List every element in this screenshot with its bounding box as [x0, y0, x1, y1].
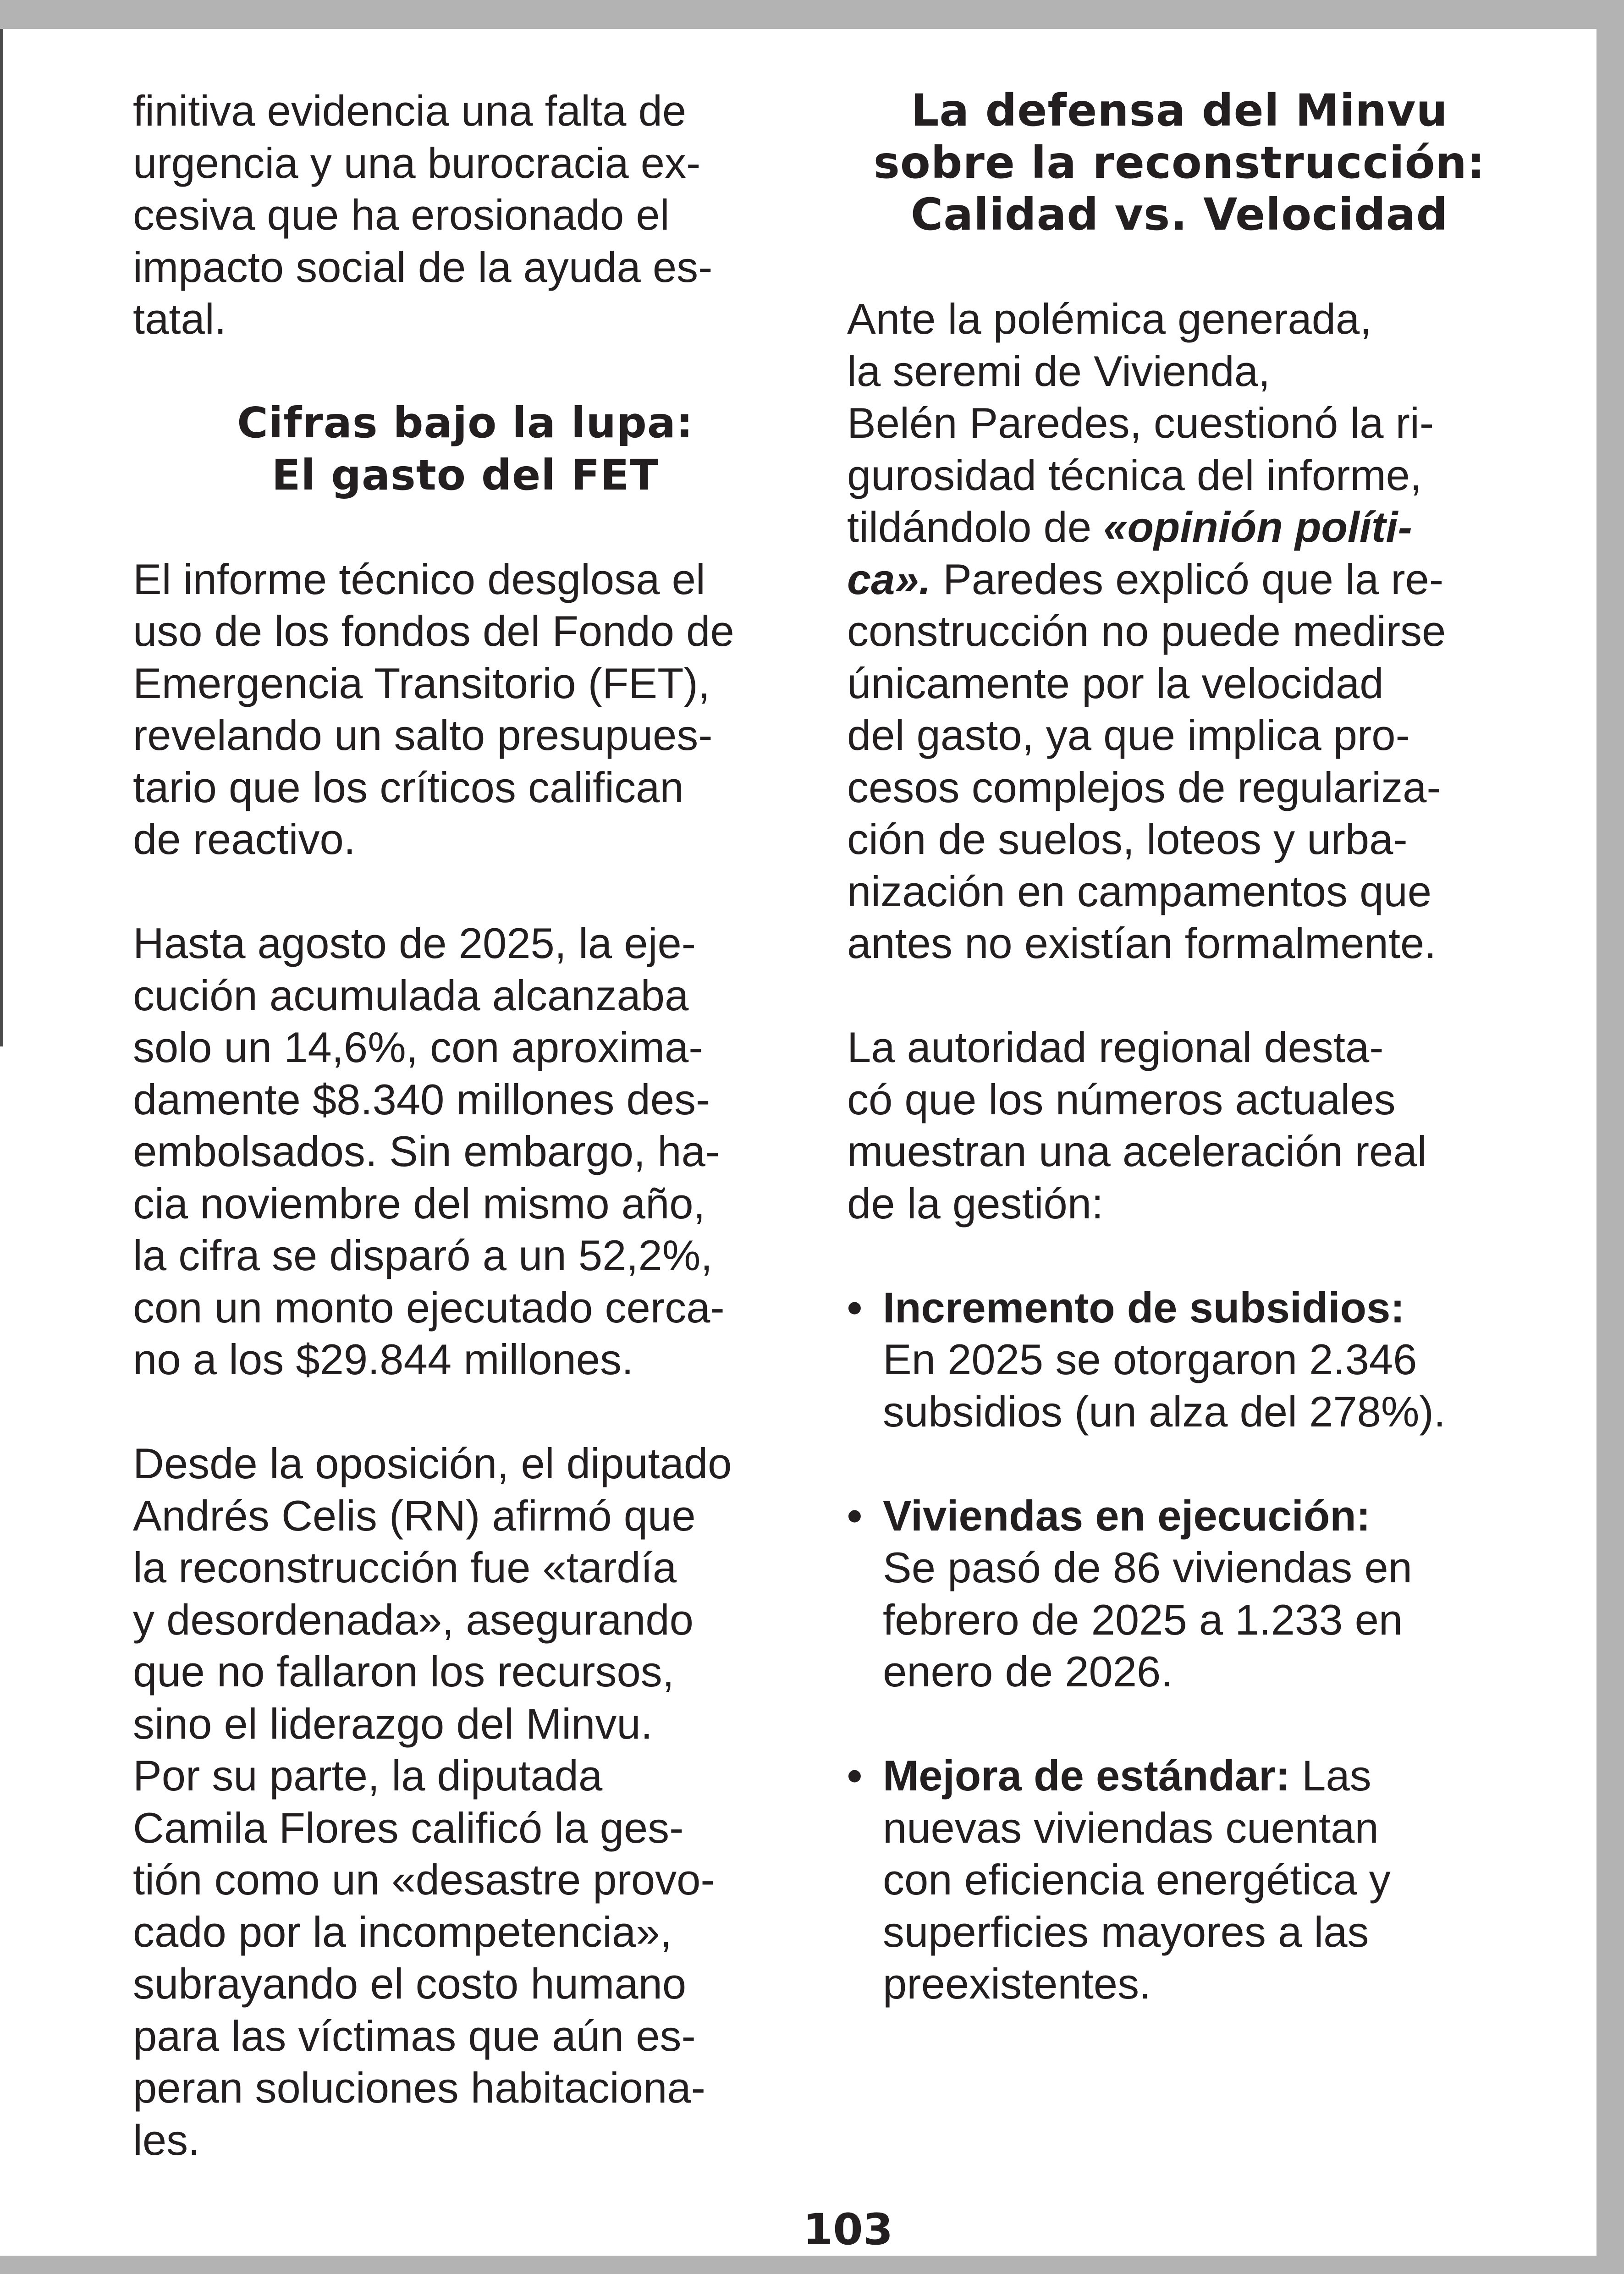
- list-item-title: Mejora de estándar:: [883, 1751, 1290, 1800]
- list-item-text: Se pasó de 86 viviendas en febrero de 2025 a 1.233 en enero de 2026.: [883, 1543, 1412, 1696]
- paragraph-informe: El informe técnico desglosa el uso de los fondos del Fondo de Emergencia Transitorio (FET), revelando un salto presupues- tario que los críticos califican de reactivo.: [133, 555, 734, 863]
- seremi-quote: «opinión políti- ca».: [847, 503, 1412, 603]
- paragraph-continuation: finitiva evidencia una falta de urgencia y una burocracia ex- cesiva que ha erosionado el impacto social de la ayuda es- tatal.: [133, 87, 713, 343]
- bullet-marker: •: [847, 1283, 862, 1332]
- list-item-text: En 2025 se otorgaron 2.346 subsidios (un alza del 278%).: [883, 1335, 1446, 1436]
- paragraph-seremi: [847, 293, 1512, 969]
- list-item: [847, 1750, 1512, 2010]
- list-item-title: Viviendas en ejecución:: [883, 1491, 1371, 1540]
- seremi-text-start: Ante la polémica generada, la seremi de Vivienda, Belén Paredes, cuestionó la ri- gurosidad técnica del informe, tildándolo de: [847, 295, 1434, 551]
- section-heading-defensa: La defensa del Minvu sobre la reconstrucción: Calidad vs. Velocidad: [873, 85, 1486, 240]
- binding-edge-rule: [0, 29, 3, 1046]
- list-item-title: Incremento de subsidios:: [883, 1283, 1405, 1332]
- left-column: [133, 85, 798, 2166]
- bullet-marker: •: [847, 1491, 862, 1540]
- paragraph-oposicion: Desde la oposición, el diputado Andrés Celis (RN) afirmó que la reconstrucción fue «tardía y desordenada», asegurando que no fallaron los recursos, sino el liderazgo del Minvu. Por su parte, la diputada Camila Flores calificó la ges- tión como un «desastre provo- cado por la incompetencia», subrayando el costo humano para las víctimas que aún es- peran soluciones habitaciona- les.: [133, 1439, 732, 2164]
- list-item-text: Las nuevas viviendas cuentan con eficiencia energética y superficies mayores a las preexistentes.: [883, 1751, 1391, 2008]
- list-item: [847, 1490, 1512, 1698]
- seremi-text-end: Paredes explicó que la re- construcción no puede medirse únicamente por la velocidad del gasto, ya que implica pro- cesos complejos de regulariza- ción de suelos, loteos y urba- nización en campamentos que antes no existían formalmente.: [847, 555, 1446, 967]
- paragraph-autoridad: La autoridad regional desta- có que los números actuales muestran una aceleración real de la gestión:: [847, 1023, 1427, 1228]
- section-heading-cifras: Cifras bajo la lupa: El gasto del FET: [237, 398, 694, 500]
- paragraph-cifras: Hasta agosto de 2025, la eje- cución acumulada alcanzaba solo un 14,6%, con aproxima- damente $8.340 millones des- embolsados. Sin embargo, ha- cia noviembre del mismo año, la cifra se disparó a un 52,2%, con un monto ejecutado cerca- no a los $29.844 millones.: [133, 919, 725, 1383]
- bullet-list: [847, 1282, 1512, 2010]
- page-number: 103: [803, 2205, 893, 2255]
- bullet-marker: •: [847, 1751, 862, 1800]
- right-column: [847, 85, 1512, 2010]
- list-item: [847, 1282, 1512, 1438]
